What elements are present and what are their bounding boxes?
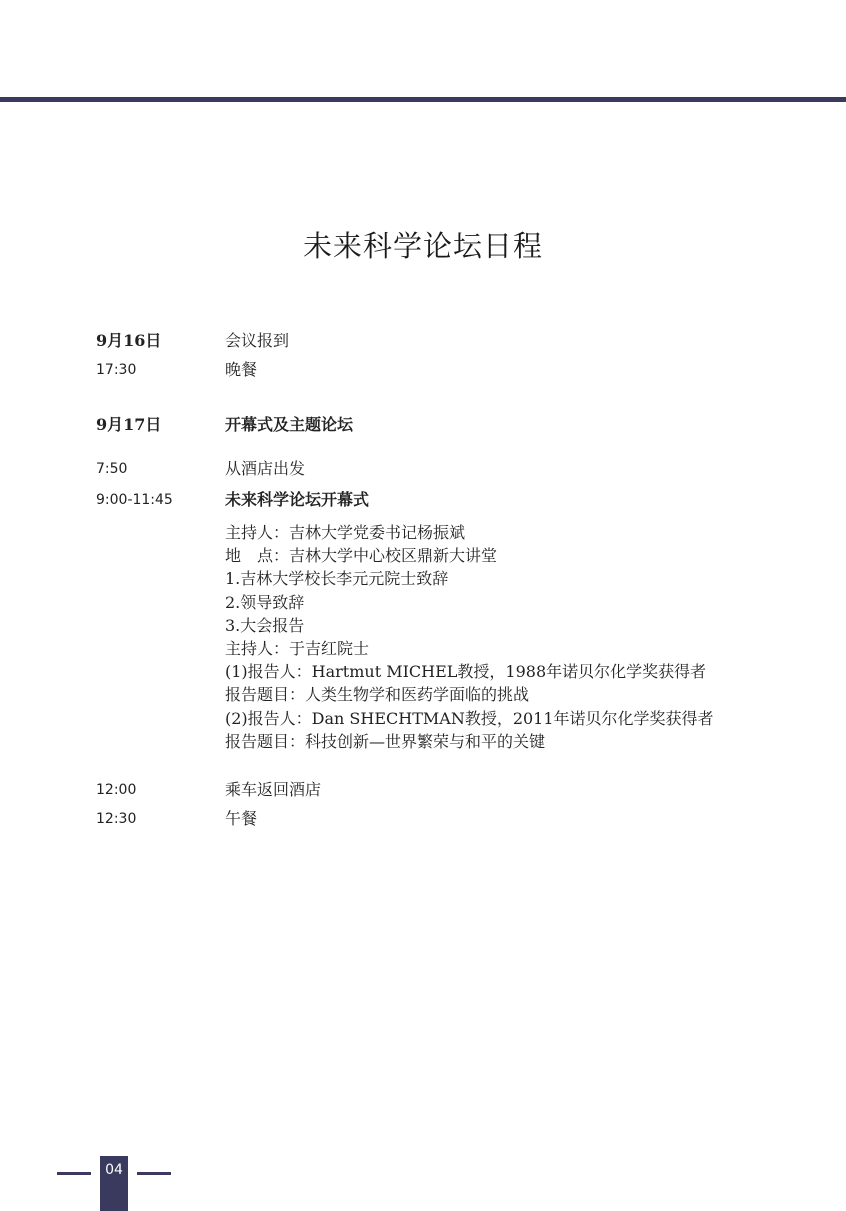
- schedule-row: [0, 487, 846, 513]
- schedule-row: [0, 357, 846, 383]
- detail-line: 1.吉林大学校长李元元院士致辞: [225, 569, 449, 589]
- schedule-time: 12:30: [96, 811, 137, 827]
- detail-line: 地 点：吉林大学中心校区鼎新大讲堂: [225, 546, 498, 566]
- detail-line: 主持人：吉林大学党委书记杨振斌: [225, 523, 466, 542]
- schedule-time: 7:50: [96, 461, 128, 477]
- schedule-event: 从酒店出发: [225, 459, 306, 478]
- opening-details: [225, 521, 714, 753]
- detail-line: 主持人：于吉红院士: [225, 639, 370, 659]
- schedule-row: [0, 328, 846, 354]
- schedule-event: 未来科学论坛开幕式: [225, 490, 370, 509]
- page-number: 04: [105, 1162, 123, 1178]
- detail-line: 3.大会报告: [225, 615, 305, 635]
- detail-line: 2.领导致辞: [225, 592, 305, 612]
- page-number-tab: [100, 1156, 128, 1211]
- schedule-date: 9月17日: [96, 415, 162, 434]
- schedule-event: 晚餐: [225, 360, 258, 379]
- schedule-row: [0, 806, 846, 832]
- page-title: 未来科学论坛日程: [302, 229, 543, 263]
- schedule-event: 午餐: [225, 809, 258, 828]
- header-rule: [0, 97, 846, 102]
- schedule-time: 9:00-11:45: [96, 492, 173, 508]
- schedule-row: [0, 777, 846, 803]
- detail-line: 报告题目：科技创新—世界繁荣与和平的关键: [225, 731, 546, 751]
- detail-line: (2)报告人：Dan SHECHTMAN教授，2011年诺贝尔化学奖获得者: [225, 708, 714, 728]
- schedule-event: 乘车返回酒店: [225, 780, 322, 799]
- schedule-date: 9月16日: [96, 331, 162, 350]
- schedule-time: 12:00: [96, 782, 137, 798]
- footer-rule-right: [137, 1172, 171, 1175]
- detail-line: 报告题目：人类生物学和医药学面临的挑战: [225, 685, 530, 705]
- detail-line: (1)报告人：Hartmut MICHEL教授，1988年诺贝尔化学奖获得者: [225, 662, 707, 682]
- schedule-time: 17:30: [96, 362, 137, 378]
- schedule-row: [0, 456, 846, 482]
- schedule-event: 会议报到: [225, 331, 290, 350]
- schedule-event: 开幕式及主题论坛: [225, 415, 354, 434]
- schedule-row: [0, 412, 846, 438]
- footer-rule-left: [57, 1172, 91, 1175]
